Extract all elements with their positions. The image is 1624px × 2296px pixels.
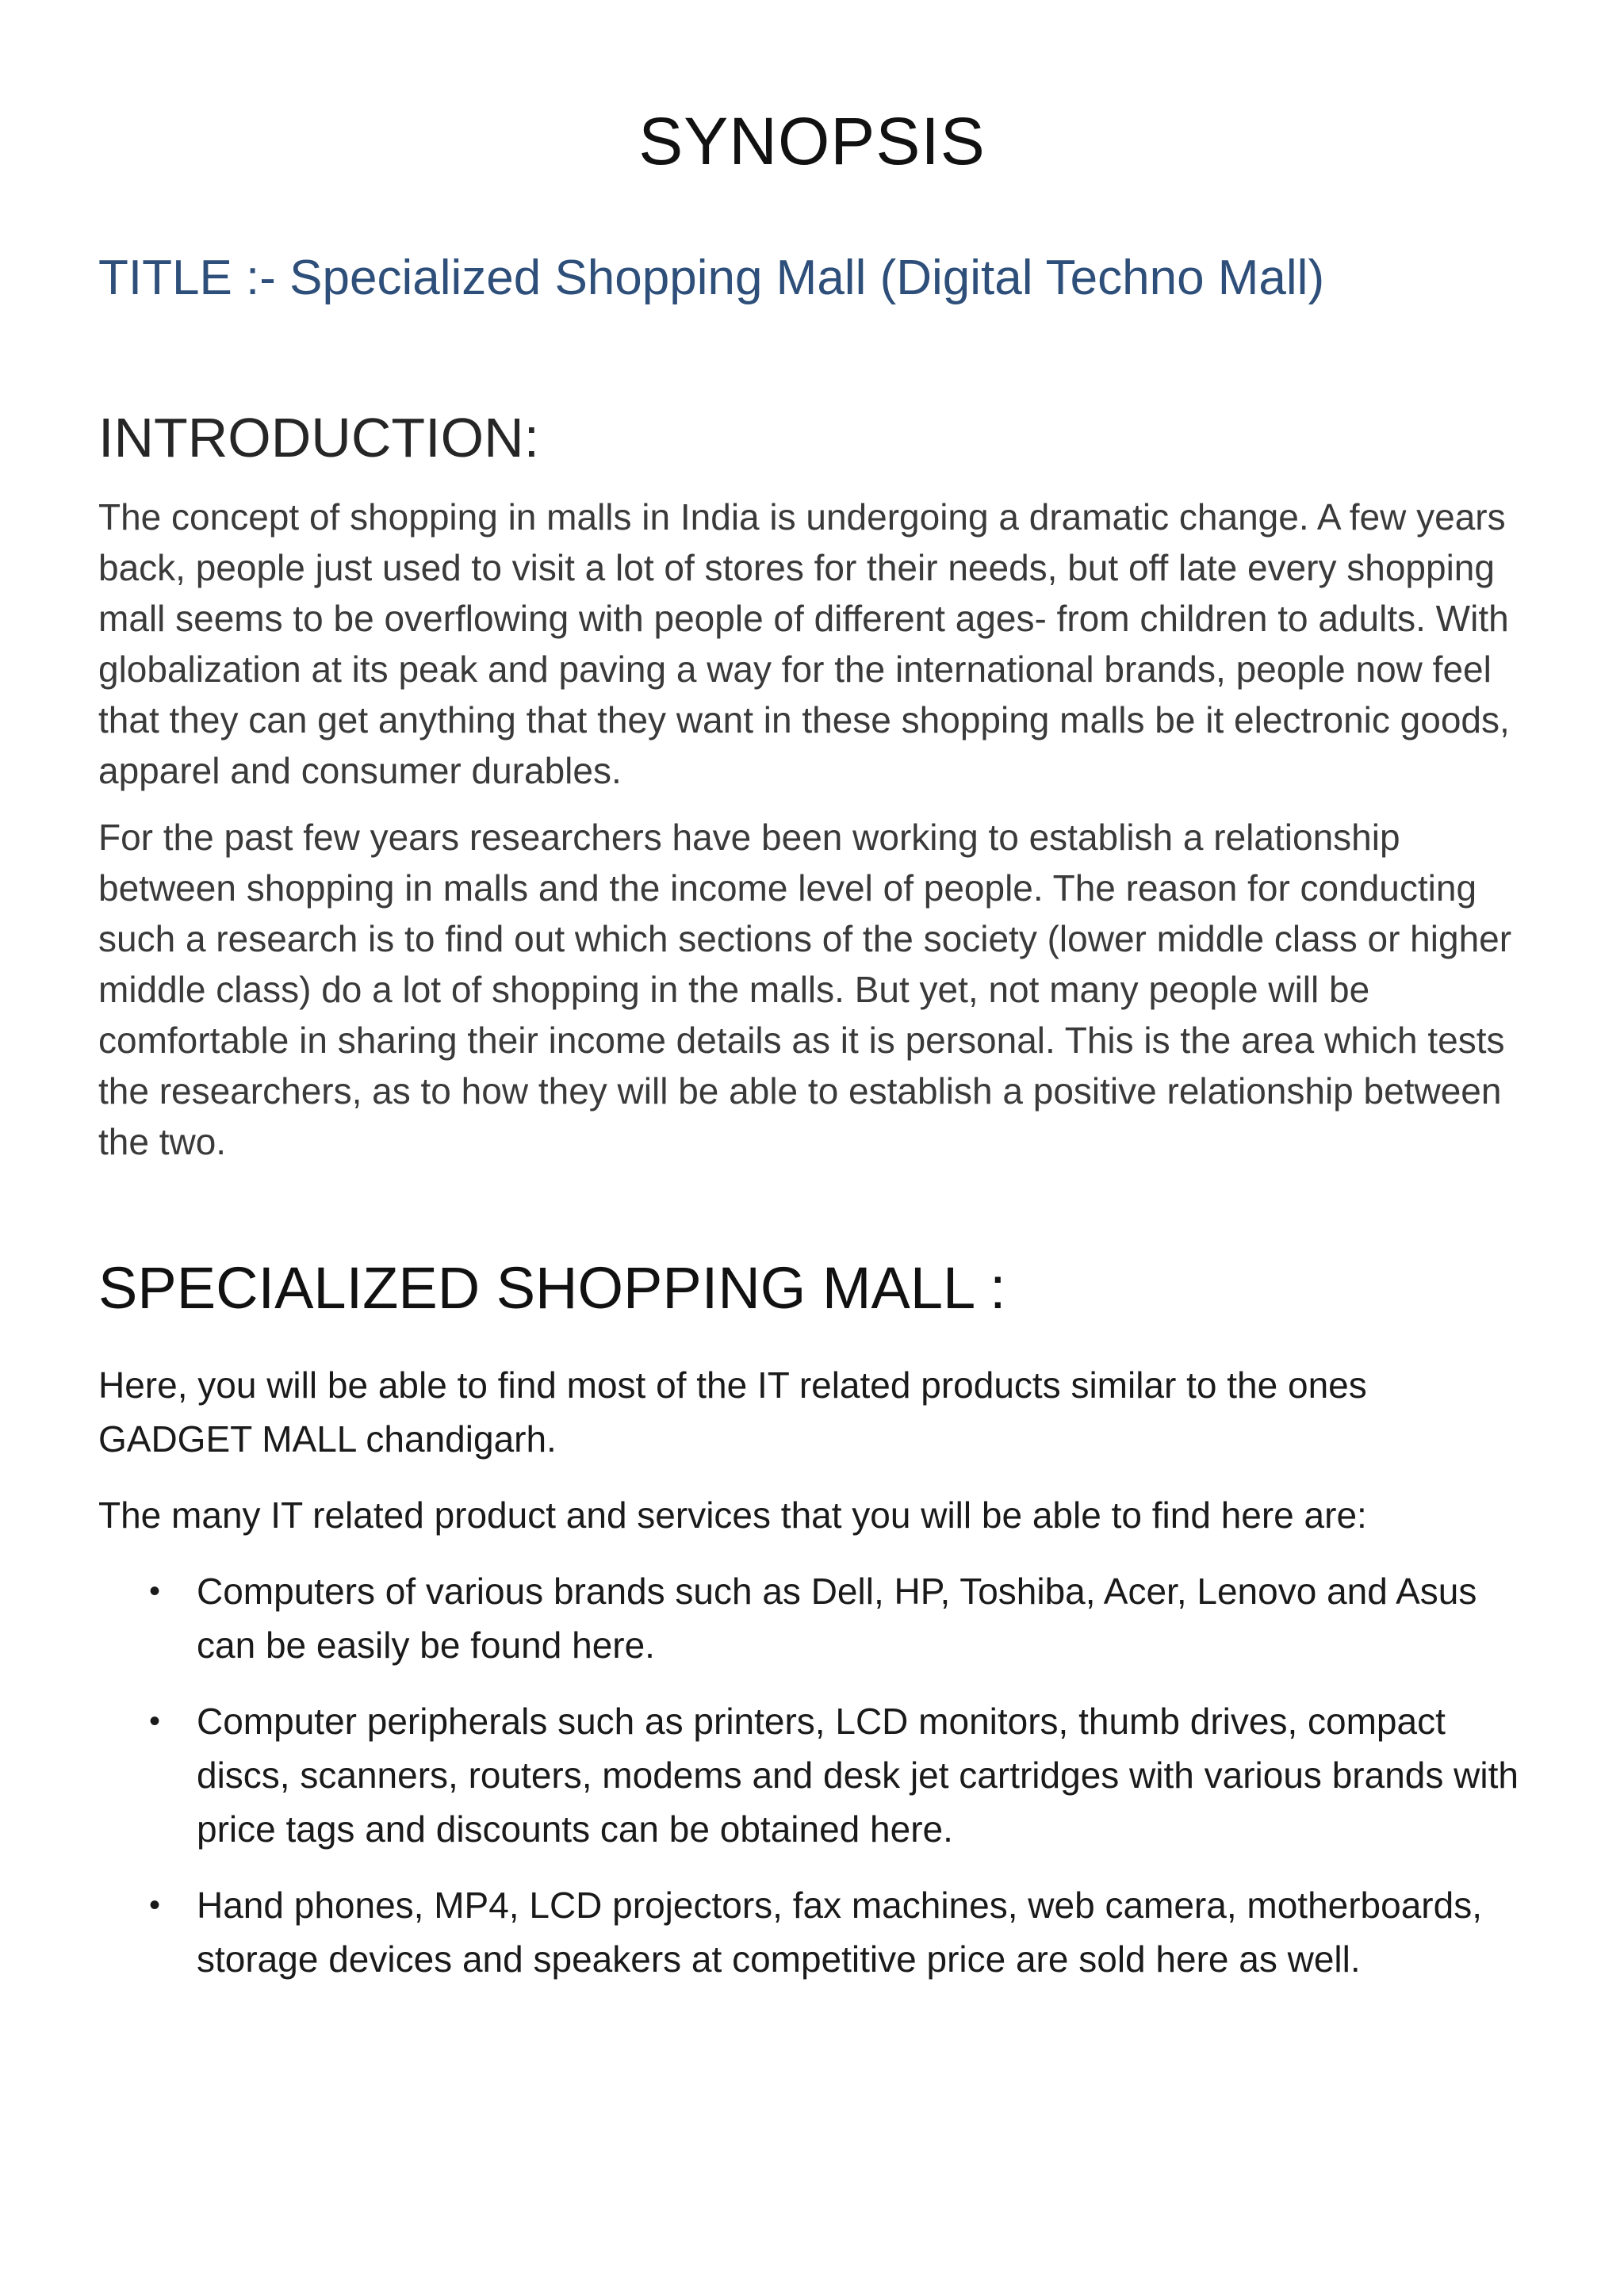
specialized-paragraph: Here, you will be able to find most of the IT related products similar to the ones GADGET MALL chandigarh. [98,1364,1367,1460]
document-content [98,103,1526,2008]
list-item [98,1564,1526,1672]
document-title: SYNOPSIS [638,104,986,178]
introduction-paragraph: For the past few years researchers have been working to establish a relationship between shopping in malls and the income level of people. The reason for conducting such a research is to find out which sections of the society (lower middle class or higher middle class) do a lot of shopping in the malls. But yet, not many people will be comfortable in sharing their income details as it is personal. This is the area which tests the researchers, as to how they will be able to establish a positive relationship between the two. [98,817,1512,1162]
list-item [98,1878,1526,1986]
list-item [98,1694,1526,1856]
bullet-icon: • [149,1574,161,1609]
document-subtitle: TITLE :- Specialized Shopping Mall (Digital Techno Mall) [98,251,1325,305]
list-item-text: Hand phones, MP4, LCD projectors, fax machines, web camera, motherboards, storage devices and speakers at competitive price are sold here as well. [197,1885,1482,1980]
list-item-text: Computer peripherals such as printers, LCD monitors, thumb drives, compact discs, scanners, routers, modems and desk jet cartridges with various brands with price tags and discounts can be obtained here. [197,1701,1519,1850]
product-list [98,1564,1526,1986]
bullet-icon: • [149,1704,161,1739]
list-item-text: Computers of various brands such as Dell, HP, Toshiba, Acer, Lenovo and Asus can be easily be found here. [197,1571,1477,1666]
introduction-heading: INTRODUCTION: [98,407,540,469]
bullet-icon: • [149,1888,161,1923]
specialized-mall-heading: SPECIALIZED SHOPPING MALL : [98,1255,1006,1321]
introduction-paragraph: The concept of shopping in malls in India is undergoing a dramatic change. A few years back, people just used to visit a lot of stores for their needs, but off late every shopping mall seems to be overflowing with people of different ages- from children to adults. With globalization at its peak and paving a way for the international brands, people now feel that they can get anything that they want in these shopping malls be it electronic goods, apparel and consumer durables. [98,496,1510,791]
specialized-paragraph: The many IT related product and services that you will be able to find here are: [98,1494,1367,1536]
